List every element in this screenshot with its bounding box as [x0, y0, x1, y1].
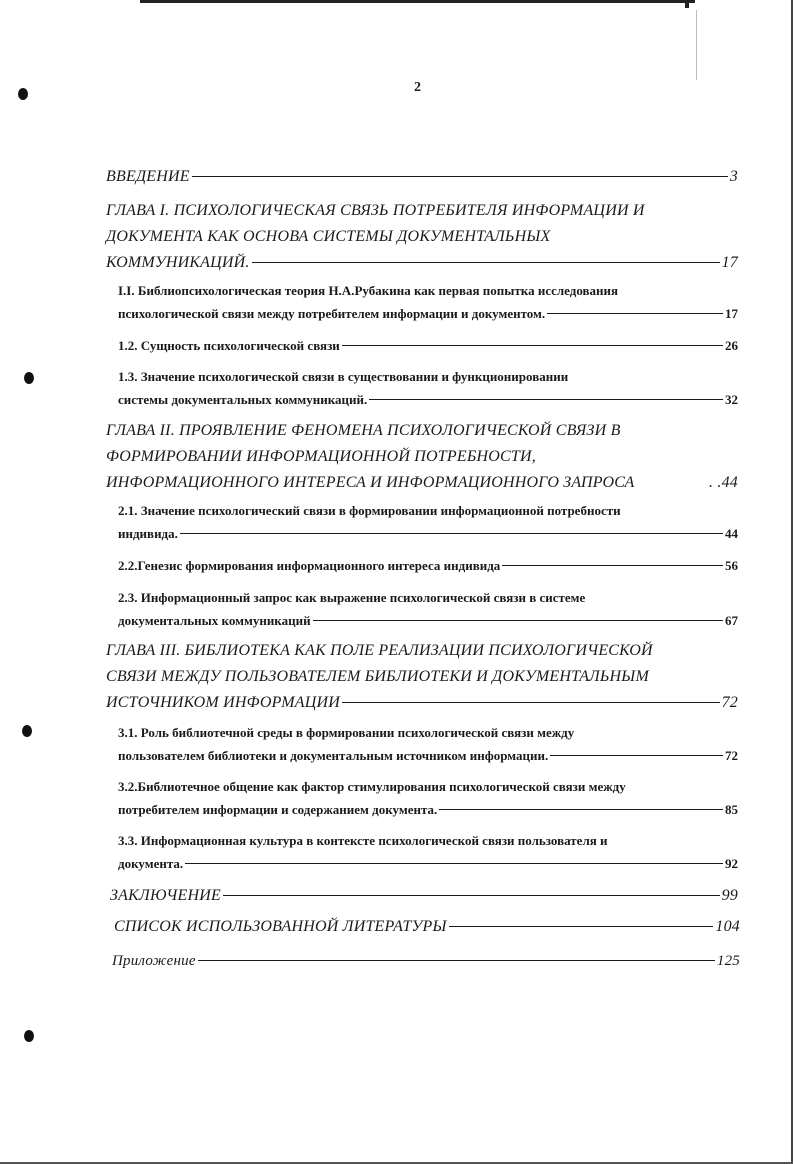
toc-entry-section-2-2[interactable]: [118, 554, 738, 577]
toc-entry-line: документа.: [118, 856, 184, 871]
dot-leader: [252, 262, 720, 263]
toc-page-number: 17: [725, 306, 738, 321]
toc-entry-line: ИСТОЧНИКОМ ИНФОРМАЦИИ: [106, 694, 341, 711]
toc-entry-line: ИНФОРМАЦИОННОГО ИНТЕРЕСА И ИНФОРМАЦИОННОГО ЗАПРОСА: [106, 474, 635, 491]
toc-entry-line: СВЯЗИ МЕЖДУ ПОЛЬЗОВАТЕЛЕМ БИБЛИОТЕКИ И ДОКУМЕНТАЛЬНЫМ: [106, 668, 649, 685]
toc-page-number: 72: [725, 748, 738, 763]
toc-entry-line: ФОРМИРОВАНИИ ИНФОРМАЦИОННОЙ ПОТРЕБНОСТИ,: [106, 448, 536, 465]
toc-page-number: 85: [725, 802, 738, 817]
dot-leader: [342, 345, 723, 346]
dot-leader: . .: [708, 474, 722, 491]
toc-entry-line: ДОКУМЕНТА КАК ОСНОВА СИСТЕМЫ ДОКУМЕНТАЛЬНЫХ: [106, 228, 551, 245]
toc-entry-line: ГЛАВА I. ПСИХОЛОГИЧЕСКАЯ СВЯЗЬ ПОТРЕБИТЕЛЯ ИНФОРМАЦИИ И: [106, 202, 645, 219]
toc-entry-intro[interactable]: [106, 164, 738, 190]
toc-entry-section-1-2[interactable]: [118, 334, 738, 357]
toc-entry-line: 3.3. Информационная культура в контексте психологической связи пользователя и: [118, 833, 608, 848]
dot-leader: [342, 702, 720, 703]
toc-page-number: 17: [721, 254, 738, 271]
toc-page-number: 56: [725, 558, 738, 573]
toc-entry-line: I.I. Библиопсихологическая теория Н.А.Рубакина как первая попытка исследования: [118, 283, 619, 298]
dot-leader: [180, 533, 723, 534]
toc-entry-line: 2.1. Значение психологический связи в формировании информационной потребности: [118, 503, 621, 518]
toc-entry-line: психологической связи между потребителем информации и документом.: [118, 306, 546, 321]
toc-entry-chapter-1[interactable]: [106, 198, 738, 276]
toc-entry-conclusion[interactable]: [110, 883, 738, 909]
dot-leader: [439, 809, 723, 810]
toc-entry-line: 2.3. Информационный запрос как выражение психологической связи в системе: [118, 590, 586, 605]
toc-entry-line: 1.3. Значение психологической связи в существовании и функционировании: [118, 369, 569, 384]
toc-entry-section-3-2[interactable]: [118, 775, 738, 821]
toc-entry-line: КОММУНИКАЦИЙ.: [106, 254, 250, 271]
dot-leader: [369, 399, 723, 400]
toc-page-number: 92: [725, 856, 738, 871]
toc-entry-section-1-1[interactable]: [118, 279, 738, 325]
toc-entry-section-3-3[interactable]: [118, 829, 738, 875]
toc-entry-line: ГЛАВА III. БИБЛИОТЕКА КАК ПОЛЕ РЕАЛИЗАЦИИ ПСИХОЛОГИЧЕСКОЙ: [106, 642, 653, 659]
toc-page-number: 44: [725, 526, 738, 541]
toc-entry-chapter-2[interactable]: [106, 418, 738, 496]
toc-entry-line: ГЛАВА II. ПРОЯВЛЕНИЕ ФЕНОМЕНА ПСИХОЛОГИЧЕСКОЙ СВЯЗИ В: [106, 422, 621, 439]
toc-entry-section-2-1[interactable]: [118, 499, 738, 545]
dot-leader: [502, 565, 723, 566]
toc-entry-line: 1.2. Сущность психологической связи: [118, 338, 340, 353]
toc-entry-line: пользователем библиотеки и документальным источником информации.: [118, 748, 549, 763]
toc-entry-section-2-3[interactable]: [118, 586, 738, 632]
toc-entry-title: ЗАКЛЮЧЕНИЕ: [110, 887, 221, 904]
toc-entry-title: СПИСОК ИСПОЛЬЗОВАННОЙ ЛИТЕРАТУРЫ: [114, 918, 447, 935]
toc-entry-line: 3.1. Роль библиотечной среды в формировании психологической связи между: [118, 725, 575, 740]
dot-leader: [550, 755, 723, 756]
dot-leader: [185, 863, 723, 864]
toc-page-number: 44: [721, 474, 738, 491]
toc-entry-title: Приложение: [112, 953, 196, 969]
toc-entry-line: потребителем информации и содержанием документа.: [118, 802, 438, 817]
toc-entry-bibliography[interactable]: [114, 914, 740, 940]
toc-page-number: 125: [716, 953, 740, 969]
toc-page-number: 72: [721, 694, 738, 711]
toc-entry-line: системы документальных коммуникаций.: [118, 392, 368, 407]
toc-entry-line: индивида.: [118, 526, 178, 541]
toc-page-number: 104: [715, 918, 740, 935]
dot-leader: [547, 313, 723, 314]
toc-page-number: 67: [725, 613, 738, 628]
dot-leader: [223, 895, 720, 896]
toc-page-number: 99: [721, 887, 738, 904]
toc-entry-chapter-3[interactable]: [106, 638, 738, 716]
toc-entry-line: 3.2.Библиотечное общение как фактор стимулирования психологической связи между: [118, 779, 626, 794]
toc-entry-appendix[interactable]: [112, 948, 740, 974]
dot-leader: [192, 176, 728, 177]
dot-leader: [449, 926, 714, 927]
toc-entry-line: документальных коммуникаций: [118, 613, 311, 628]
dot-leader: [313, 620, 723, 621]
page-number: 2: [414, 80, 421, 95]
toc-entry-line: 2.2.Генезис формирования информационного интереса индивида: [118, 558, 501, 573]
toc-entry-title: ВВЕДЕНИЕ: [106, 168, 190, 185]
toc-page-number: 26: [725, 338, 738, 353]
toc-page-number: 3: [729, 168, 738, 185]
dot-leader: [198, 960, 715, 961]
toc-entry-section-1-3[interactable]: [118, 365, 738, 411]
toc-entry-section-3-1[interactable]: [118, 721, 738, 767]
toc-page-number: 32: [725, 392, 738, 407]
